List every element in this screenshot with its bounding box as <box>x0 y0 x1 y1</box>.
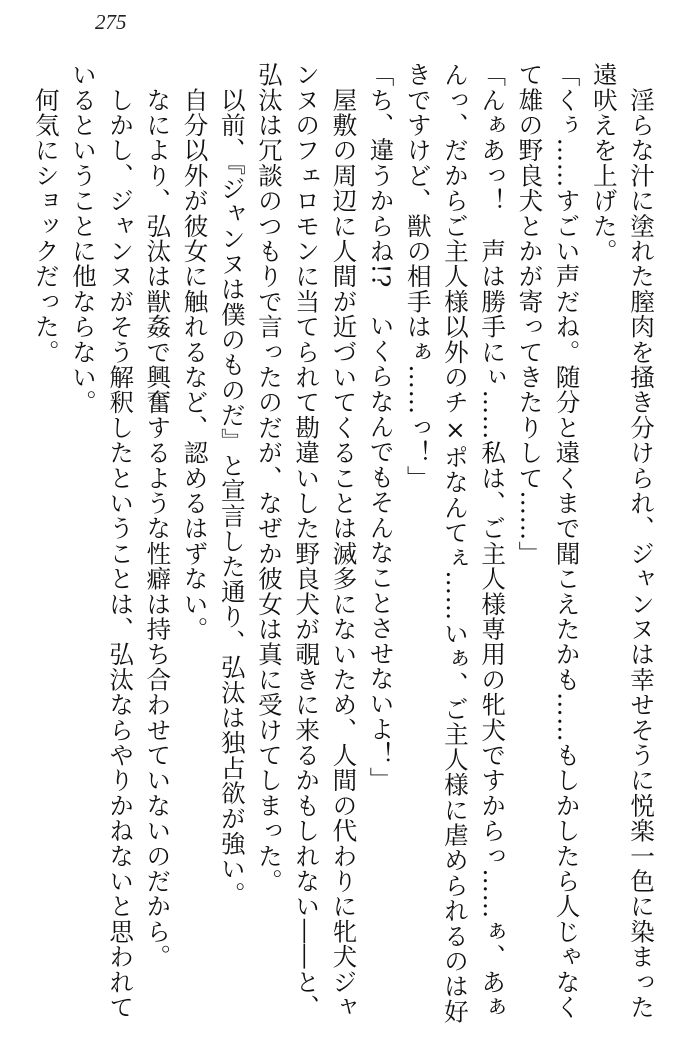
text-line: 屋敷の周辺に人間が近づいてくることは滅多にないため、人間の代わりに牝犬ジャ <box>329 62 359 1020</box>
text-line: て雄の野良犬とかが寄ってきたりして……」 <box>515 62 545 566</box>
text-line: 以前、『ジャンヌは僕のものだ』と宣言した通り、弘汰は独占欲が強い。 <box>217 62 247 907</box>
text-line: 遠吠えを上げた。 <box>589 62 619 264</box>
text-line: しかし、ジャンヌがそう解釈したということは、弘汰ならやりかねないと思われて <box>106 62 136 1020</box>
text-line: 「んぁあっ！ 声は勝手にぃ……私は、ご主人様専用の牝犬ですからっ……ぁ、あぁ <box>478 62 508 1020</box>
text-line: 自分以外が彼女に触れるなど、認めるはずない。 <box>180 62 210 642</box>
novel-body-text <box>28 62 660 1022</box>
text-line: 何気にショックだった。 <box>31 62 61 365</box>
text-line: 「ち、違うからね!? いくらなんでもそんなことさせないよ！」 <box>366 62 396 792</box>
text-line: 淫らな汁に塗れた膣肉を掻き分けられ、ジャンヌは幸せそうに悦楽一色に染まった <box>627 62 656 1020</box>
text-line: きですけど、獣の相手はぁ……っ！」 <box>403 62 433 491</box>
text-line: なにより、弘汰は獣姦で興奮するような性癖は持ち合わせていないのだから。 <box>143 62 173 970</box>
text-line: 弘汰は冗談のつもりで言ったのだが、なぜか彼女は真に受けてしまった。 <box>254 62 284 894</box>
text-line: いるということに他ならない。 <box>68 62 98 415</box>
text-line: んっ、だからご主人様以外のチ×ポなんてぇ……いぁ、ご主人様に虐められるのは好 <box>440 62 470 1024</box>
text-line: 「くぅ……すごい声だね。随分と遠くまで聞こえたかも……もしかしたら人じゃなく <box>552 62 582 1020</box>
page-number: 275 <box>95 10 127 34</box>
text-line: ンヌのフェロモンに当てられて勘違いした野良犬が覗きに来るかもしれない――と、 <box>292 62 322 1020</box>
